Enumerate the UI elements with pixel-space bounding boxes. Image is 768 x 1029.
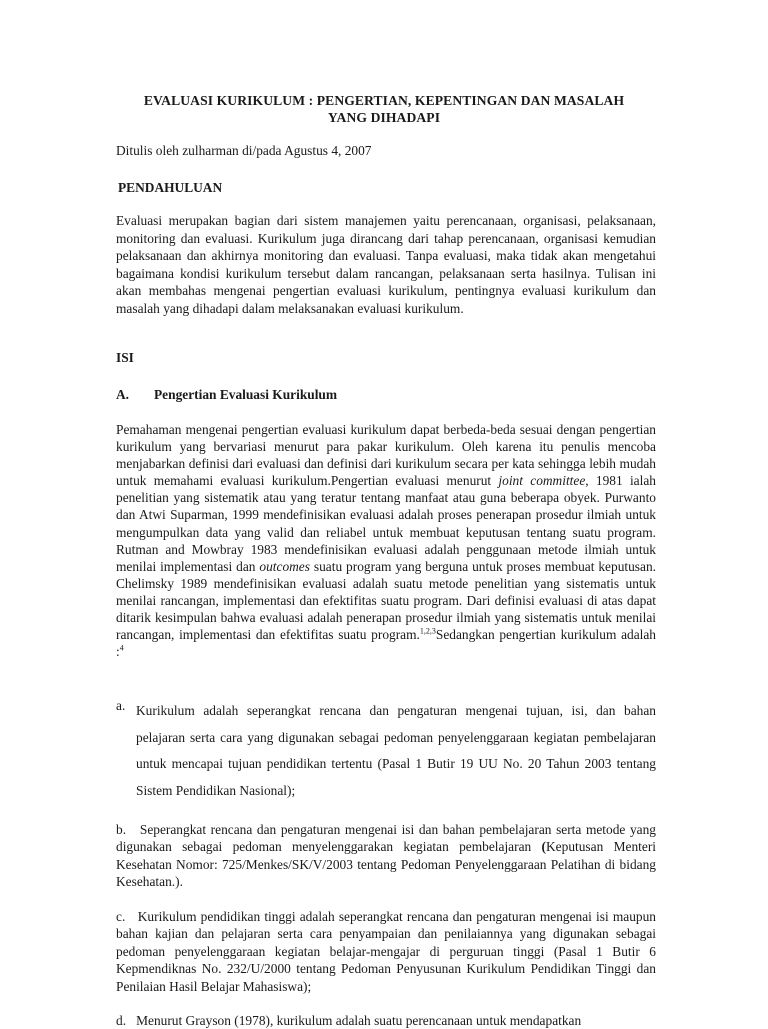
- definition-italic-joint-committee: joint committee: [498, 473, 586, 489]
- title-line-2: YANG DIHADAPI: [327, 110, 441, 125]
- list-item-d: [116, 1012, 656, 1029]
- list-item-b-text-1: Seperangkat rencana dan pengaturan mengenai isi dan bahan pembelajaran serta metode yang digunakan sebagai pedoman menyelenggarakan kegiatan pembelajaran: [116, 822, 656, 855]
- title-line-1: EVALUASI KURIKULUM : PENGERTIAN, KEPENTINGAN DAN MASALAH: [143, 93, 625, 108]
- definition-italic-outcomes: outcomes: [259, 558, 310, 574]
- list-item-b: [116, 821, 656, 891]
- list-item-b-text-2: Keputusan Menteri Kesehatan Nomor: 725/Menkes/SK/V/2003 tentang Pedoman Penyelenggaraan Pelatihan di bidang Kesehatan.).: [116, 839, 656, 890]
- footnote-ref-123: 1,2,3: [419, 626, 436, 636]
- definition-paragraph: [116, 421, 656, 660]
- list-item-d-marker: d.: [116, 1013, 127, 1028]
- pendahuluan-paragraph: Evaluasi merupakan bagian dari sistem manajemen yaitu perencanaan, organisasi, pelaksanaan, monitoring dan evaluasi. Kurikulum juga dirancang dari tahap perencanaan, organisasi kemudian pelaksanaan dan akhirnya monitoring dan evaluasi. Tanpa evaluasi, maka tidak akan mengetahui bagaimana kondisi kurikulum tersebut dalam rancangan, pelaksanaan serta hasilnya. Tulisan ini akan membahas mengenai pengertian evaluasi kurikulum, pentingnya evaluasi kurikulum dan masalah yang dihadapi dalam melaksanakan evaluasi kurikulum.: [116, 213, 656, 316]
- list-item-d-text: Menurut Grayson (1978), kurikulum adalah suatu perencanaan untuk mendapatkan: [136, 1013, 582, 1028]
- section-a-heading: [116, 386, 337, 403]
- list-item-a-marker: a.: [116, 698, 126, 713]
- isi-heading: ISI: [116, 350, 134, 365]
- section-a-title: Pengertian Evaluasi Kurikulum: [154, 387, 338, 402]
- list-item-c-marker: c.: [116, 909, 126, 924]
- list-item-b-paren: (: [541, 839, 547, 855]
- document-title: [110, 92, 658, 126]
- section-a-letter: A.: [116, 387, 130, 402]
- pendahuluan-heading: PENDAHULUAN: [118, 180, 223, 195]
- footnote-ref-4: 4: [119, 643, 124, 653]
- definition-text-4: Sedangkan pengertian kurikulum adalah :: [116, 627, 657, 660]
- list-item-b-marker: b.: [116, 822, 127, 837]
- list-item-c-text: Kurikulum pendidikan tinggi adalah seperangkat rencana dan pengaturan mengenai isi maupun bahan kajian dan pelajaran serta cara penyampaian dan penilaiannya yang digunakan sebagai pedoman penyelenggaraan kegiatan belajar-mengajar di perguruan tinggi (Pasal 1 Butir 6 Kepmendiknas No. 232/U/2000 tentang Pedoman Penyusunan Kurikulum Pendidikan Tinggi dan Penilaian Hasil Belajar Mahasiswa);: [116, 909, 656, 994]
- definition-text-3: suatu program yang berguna untuk proses membuat keputusan. Chelimsky 1989 mendefinisikan evaluasi adalah suatu metode penelitian yang sistematis untuk menilai rancangan, implementasi dan efektifitas suatu program. Dari definisi evaluasi di atas dapat ditarik kesimpulan bahwa evaluasi adalah penerapan prosedur ilmiah yang sistematis untuk menilai rancangan, implementasi dan efektifitas suatu program.: [116, 558, 657, 643]
- list-item-a-text: Kurikulum adalah seperangkat rencana dan pengaturan mengenai tujuan, isi, dan bahan pelajaran serta cara yang digunakan sebagai pedoman penyelenggaraan kegiatan pembelajaran untuk mencapai tujuan pendidikan tertentu (Pasal 1 Butir 19 UU No. 20 Tahun 2003 tentang Sistem Pendidikan Nasional);: [136, 703, 656, 798]
- definition-text-2: , 1981 ialah penelitian yang sistematik atau yang teratur tentang manfaat atau guna beberapa obyek. Purwanto dan Atwi Suparman, 1999 mendefinisikan evaluasi adalah proses penerapan prosedur ilmiah untuk mengumpulkan data yang valid dan reliabel untuk membuat keputusan tentang suatu program. Rutman and Mowbray 1983 mendefinisikan evaluasi adalah penggunaan metode ilmiah untuk menilai implementasi dan: [116, 473, 656, 574]
- definition-text-1: Pemahaman mengenai pengertian evaluasi kurikulum dapat berbeda-beda sesuai dengan pengertian kurikulum yang bervariasi menurut para pakar kurikulum. Oleh karena itu penulis mencoba menjabarkan definisi dari evaluasi dan definisi dari kurikulum secara per kata sehingga lebih mudah untuk memahami evaluasi kurikulum.Pengertian evaluasi menurut: [116, 422, 656, 489]
- list-item-c: [116, 908, 656, 995]
- byline: Ditulis oleh zulharman di/pada Agustus 4, 2007: [116, 143, 372, 158]
